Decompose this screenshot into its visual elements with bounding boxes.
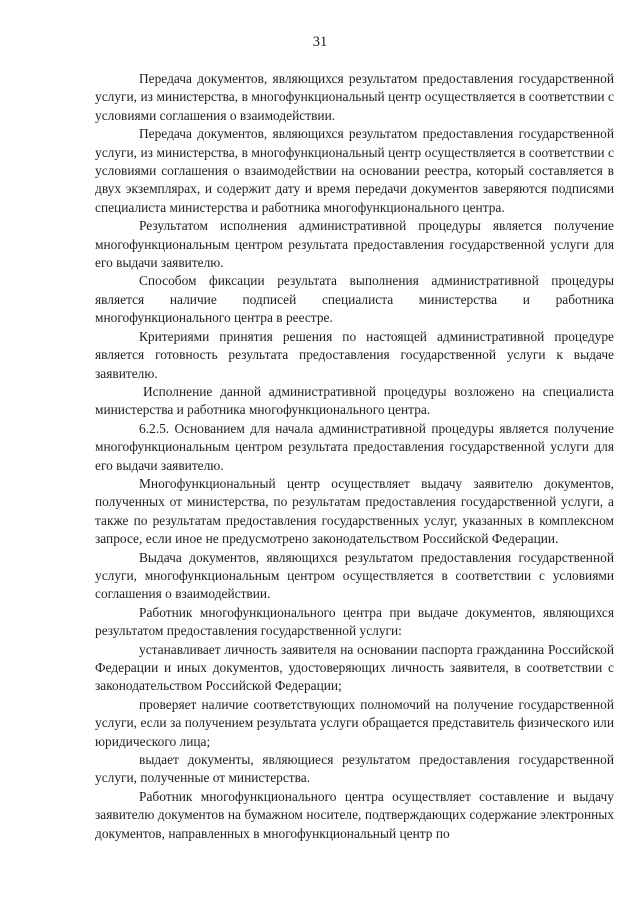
paragraph: Исполнение данной административной процедуры возложено на специалиста министерства и работника многофункционального центра. bbox=[95, 383, 614, 418]
paragraph: устанавливает личность заявителя на основании паспорта гражданина Российской Федерации и иных документов, удостоверяющих личность заявителя, в соответствии с законодательством Российской Федерации; bbox=[95, 641, 614, 694]
document-body bbox=[95, 70, 614, 843]
paragraph: проверяет наличие соответствующих полномочий на получение государственной услуги, если за получением результата услуги обращается представитель физического или юридического лица; bbox=[95, 696, 614, 749]
paragraph: Многофункциональный центр осуществляет выдачу заявителю документов, полученных от министерства, по результатам предоставления государственной услуги, а также по результатам предоставления государственных услуг, указанных в комплексном запросе, если иное не предусмотрено законодательством Российской Федерации. bbox=[95, 475, 614, 547]
paragraph: выдает документы, являющиеся результатом предоставления государственной услуги, полученные от министерства. bbox=[95, 752, 614, 786]
paragraph: Результатом исполнения административной процедуры является получение многофункциональным центром результата предоставления государственной услуги для его выдачи заявителю. bbox=[95, 218, 614, 271]
paragraph: Передача документов, являющихся результатом предоставления государственной услуги, из министерства, в многофункциональный центр осуществляется в соответствии с условиями соглашения о взаимодействии. bbox=[95, 71, 614, 123]
paragraph: Передача документов, являющихся результатом предоставления государственной услуги, из министерства, в многофункциональный центр осуществляется в соответствии с условиями соглашения о взаимодействии на основании реестра, который составляется в двух экземплярах, и содержит дату и время передачи документов заверяются подписями специалиста министерства и работника многофункционального центра. bbox=[95, 126, 614, 215]
page-number: 31 bbox=[312, 34, 328, 50]
paragraph: Критериями принятия решения по настоящей административной процедуре является готовность результата предоставления государственной услуги к выдаче заявителю. bbox=[95, 328, 614, 381]
paragraph: Работник многофункционального центра осуществляет составление и выдачу заявителю документов на бумажном носителе, подтверждающих содержание электронных документов, направленных в многофункциональный центр по bbox=[95, 788, 614, 841]
paragraph: Выдача документов, являющихся результатом предоставления государственной услуги, многофункциональным центром осуществляется в соответствии с условиями соглашения о взаимодействии. bbox=[95, 549, 614, 602]
paragraph: Работник многофункционального центра при выдаче документов, являющихся результатом предоставления государственной услуги: bbox=[95, 604, 614, 639]
paragraph: 6.2.5. Основанием для начала административной процедуры является получение многофункциональным центром результата предоставления государственной услуги для его выдачи заявителю. bbox=[95, 420, 614, 473]
paragraph: Способом фиксации результата выполнения административной процедуры является наличие подписей специалиста министерства и работника многофункционального центра в реестре. bbox=[95, 273, 614, 326]
